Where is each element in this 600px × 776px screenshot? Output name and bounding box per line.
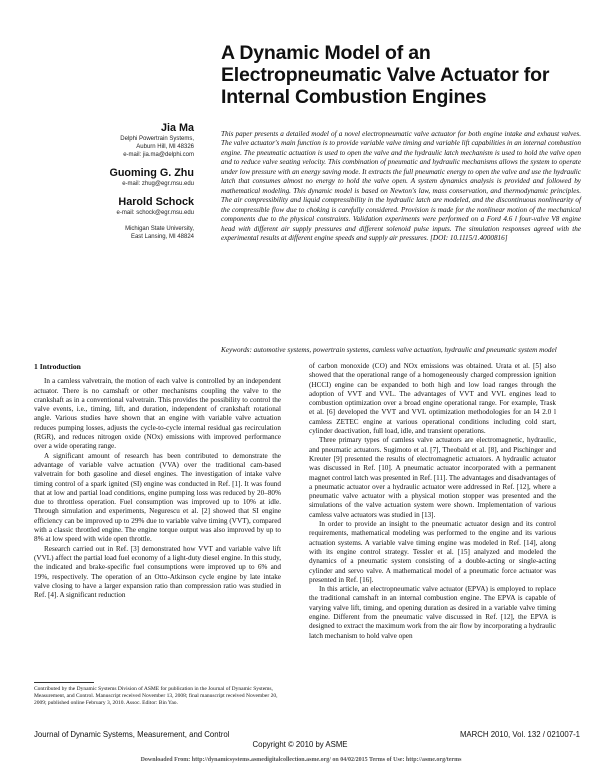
left-column [34, 362, 281, 600]
author-name: Guoming G. Zhu [109, 167, 194, 179]
footer-journal: Journal of Dynamic Systems, Measurement, and Control [34, 730, 230, 739]
body-paragraph: A significant amount of research has been contributed to demonstrate the advantage of variable valve actuation (VVA) over the traditional cam-based valvetrain for both gasoline and diesel engines. The investigation of intake valve timing control of a spark ignited (SI) engine was conducted in Ref. [1]. It was found that at low and partial load conditions, engine pumping loss was reduced by 20–80% due to throttless operation. Fuel consumption was improved up to 10% at idle. Through simulation and experiments, Negurescu et al. [2] showed that SI engine efficiency can be improved up to 29% due to variable valve timing (VVT), compared with a classic throttled engine. The engine torque output was also improved by up to 8% at low speed with wide open throttle. [34, 451, 281, 544]
body-paragraph: In order to provide an insight to the pneumatic actuator design and its control requirements, mathematical modeling was performed to the engine and its various actuation systems. A variable valve timing engine was modeled in Ref. [14], along with its engine control strategy. Tessler et al. [15] analyzed and modeled the dynamics of a pneumatic system consisting of a double-acting or single-acting cylinder and servo valve. A mathematical model of a pneumatic force actuator was presented in Ref. [16]. [309, 520, 556, 584]
download-notice: Downloaded From: http://dynamicsystems.asmedigitalcollection.asme.org/ on 04/02/2015 Terms of Use: http://asme.org/terms [140, 757, 462, 763]
author-email: e-mail: jia.ma@delphi.com [123, 152, 194, 158]
author-name: Jia Ma [160, 122, 194, 134]
author-affiliation-line: Delphi Powertrain Systems, [120, 136, 194, 142]
footer-copyright: Copyright © 2010 by ASME [252, 740, 348, 749]
author-block [14, 122, 194, 249]
author-email: e-mail: zhug@egr.msu.edu [122, 181, 194, 187]
author-affiliation-line: Auburn Hill, MI 48326 [136, 144, 194, 150]
body-paragraph: In this article, an electropneumatic valve actuator (EPVA) is employed to replace the traditional camshaft in an internal combustion engine. The EPVA is capable of varying valve lift, timing, and opening duration as desired in a variable valve timing engine. Different from the pneumatic valve discussed in Ref. [12], the EPVA is designed to extract the maximum work from the air flow by incorporating a hydraulic latch mechanism to hold valve open [309, 585, 556, 640]
author-2 [14, 167, 194, 188]
keywords: Keywords: automotive systems, powertrain systems, camless valve actuation, hydraulic and pneumatic system model [221, 346, 557, 354]
author-affiliation-line: East Lansing, MI 48824 [130, 234, 194, 240]
footnote: Contributed by the Dynamic Systems Division of ASME for publication in the Journal of Dynamic Systems, Measurement, and Control. Manuscript received November 13, 2008; final manuscript received November 20, 2009; published online February 3, 2010. Assoc. Editor: Bin Yao. [34, 686, 278, 707]
section-heading: 1 Introduction [34, 362, 81, 371]
right-column [309, 362, 556, 641]
body-paragraph: Three primary types of camless valve actuators are electromagnetic, hydraulic, and pneumatic actuators. Sugimoto et al. [7], Theobald et al. [8], and Pischinger and Kreuter [9] presented the results of electromagnetic actuators. A hydraulic actuator was discussed in Ref. [10]. A pneumatic actuator incorporated with a permanent magnet control latch was presented in Ref. [11]. The advantages and disadvantages of a pneumatic actuator over a hydraulic actuator were addressed in Ref. [12], where a pneumatic valve actuator with a physical motion stopper was presented and the simulations of the valve actuation system were shown. Implementation of various camless valve actuators was studied in [13]. [309, 436, 556, 519]
body-paragraph: of carbon monoxide (CO) and NOx emissions was obtained. Urata et al. [5] also showed that the operational range of a homogeneously charged compression ignition (HCCI) engine can be expanded to both high and low load ranges through the adoption of VVT and VVL. The advantages of VVT and VVL engines lead to combustion optimization over a broad engine operational range. For example, Trask et al. [6] developed the VVT and VVL optimization methodologies for an I4 2.0 l camless ZETEC engine at various operational conditions including cold start, cylinder deactivation, full load, idle, and transient operations. [309, 362, 556, 436]
author-affiliation-line: Michigan State University, [125, 226, 194, 232]
paper-title: A Dynamic Model of an Electropneumatic Valve Actuator for Internal Combustion Engines [221, 42, 550, 108]
author-email: e-mail: schock@egr.msu.edu [116, 210, 194, 216]
author-3 [14, 196, 194, 241]
author-name: Harold Schock [118, 196, 194, 208]
body-paragraph: Research carried out in Ref. [3] demonstrated how VVT and variable valve lift (VVL) affect the partial load fuel economy of a light-duty diesel engine. In this study, the indicated and brake-specific fuel consumptions were improved up to 6% and 19%, respectively. The operation of an Otto-Atkinson cycle engine by late intake valve closing to have a larger expansion ratio than compression ratio was studied in Ref. [4]. A significant reduction [34, 544, 281, 600]
author-1 [14, 122, 194, 159]
body-paragraph: In a camless valvetrain, the motion of each valve is controlled by an independent actuator. There is no camshaft or other mechanisms coupling the valve to the crankshaft as in a conventional valvetrain. This provides the possibility to control the valve events, i.e., timing, lift, and duration, independent of crankshaft rotational angle. Various studies have shown that an engine with variable valve actuation reduces pumping losses, adjusts the cycle-to-cycle internal residual gas recirculation (RGR), and reduces nitrogen oxide (NOx) emissions with improved performance over a wide operating range. [34, 377, 281, 451]
footer-issue: MARCH 2010, Vol. 132 / 021007-1 [459, 730, 580, 739]
footnote-rule [34, 682, 94, 683]
author-affiliation-spacer [14, 217, 194, 225]
abstract: This paper presents a detailed model of a novel electropneumatic valve actuator for both engine intake and exhaust valves. The valve actuator's main function is to provide variable valve timing and variable lift capabilities in an internal combustion engine. The pneumatic actuation is used to open the valve and the hydraulic latch mechanism is used to hold the valve open and to reduce valve seating velocity. This combination of pneumatic and hydraulic mechanisms allows the system to operate under low pressure with an energy saving mode. It extracts the full pneumatic energy to open the valve and use the hydraulic latch that consumes almost no energy to hold the valve open. A system dynamics analysis is provided and followed by mathematical modeling. This dynamic model is based on Newton's law, mass conservation, and thermodynamic principles. The air compressibility and liquid compressibility in the hydraulic latch are modeled, and the discontinuous nonlinearity of the compressible flow due to choking is carefully considered. Provision is made for the nonlinear motion of the mechanical components due to the physical constraints. Validation experiments were performed on a Ford 4.6 l four-valve V8 engine head with different air supply pressures and different solenoid pulse inputs. The simulation responses agreed with the experimental results at different engine speeds and supply air pressures. [DOI: 10.1115/1.4000816] [221, 130, 581, 242]
